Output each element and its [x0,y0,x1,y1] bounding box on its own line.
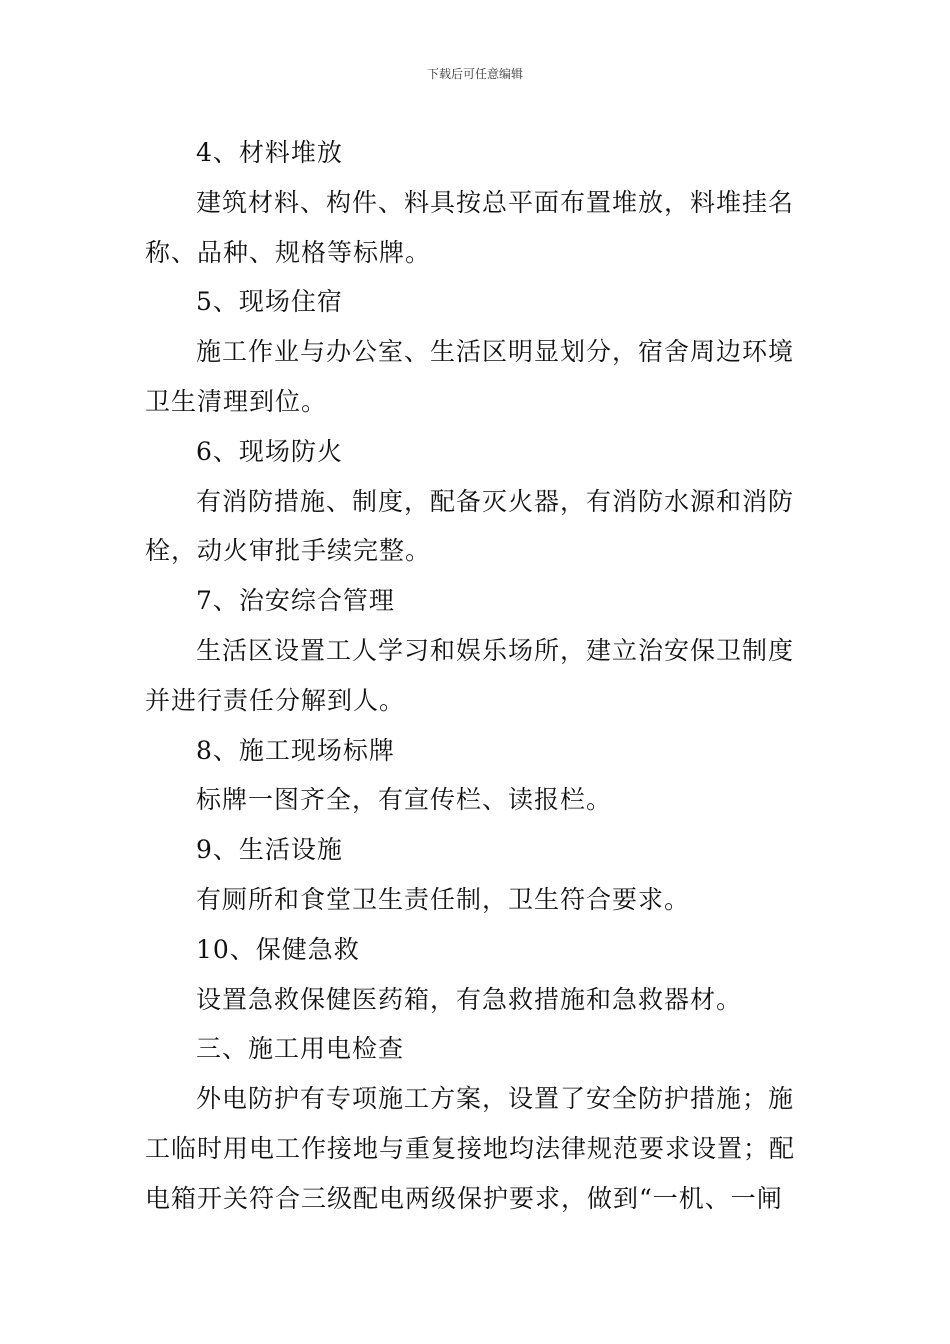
document-line: 外电防护有专项施工方案，设置了安全防护措施；施 [196,1084,795,1114]
document-line: 建筑材料、构件、料具按总平面布置堆放，料堆挂名 [196,187,795,217]
document-line: 有消防措施、制度，配备灭火器，有消防水源和消防 [196,486,795,516]
document-line: 称、品种、规格等标牌。 [145,237,432,267]
document-line: 电箱开关符合三级配电两级保护要求，做到“一机、一闸 [145,1183,783,1213]
document-line: 8、施工现场标牌 [196,735,395,765]
document-line: 生活区设置工人学习和娱乐场所，建立治安保卫制度 [196,635,795,665]
document-line: 卫生清理到位。 [145,386,328,416]
document-line: 5、现场住宿 [196,287,343,317]
document-line: 工临时用电工作接地与重复接地均法律规范要求设置；配 [145,1133,796,1163]
document-body [145,128,807,1224]
page-header-note: 下载后可任意编辑 [426,67,523,81]
document-line: 6、现场防火 [196,436,343,466]
document-line: 10、保健急救 [196,934,360,964]
document-line: 4、材料堆放 [196,138,343,167]
document-line: 三、施工用电检查 [196,1034,405,1064]
document-line: 9、生活设施 [196,835,343,865]
document-line: 施工作业与办公室、生活区明显划分，宿舍周边环境 [196,337,795,367]
document-line: 标牌一图齐全，有宣传栏、读报栏。 [196,785,613,815]
document-line: 并进行责任分解到人。 [145,685,406,715]
document-line: 7、治安综合管理 [196,586,395,616]
document-line: 设置急救保健医药箱，有急救措施和急救器材。 [196,984,743,1014]
document-line: 有厕所和食堂卫生责任制，卫生符合要求。 [196,884,691,914]
document-line: 栓，动火审批手续完整。 [145,536,432,566]
